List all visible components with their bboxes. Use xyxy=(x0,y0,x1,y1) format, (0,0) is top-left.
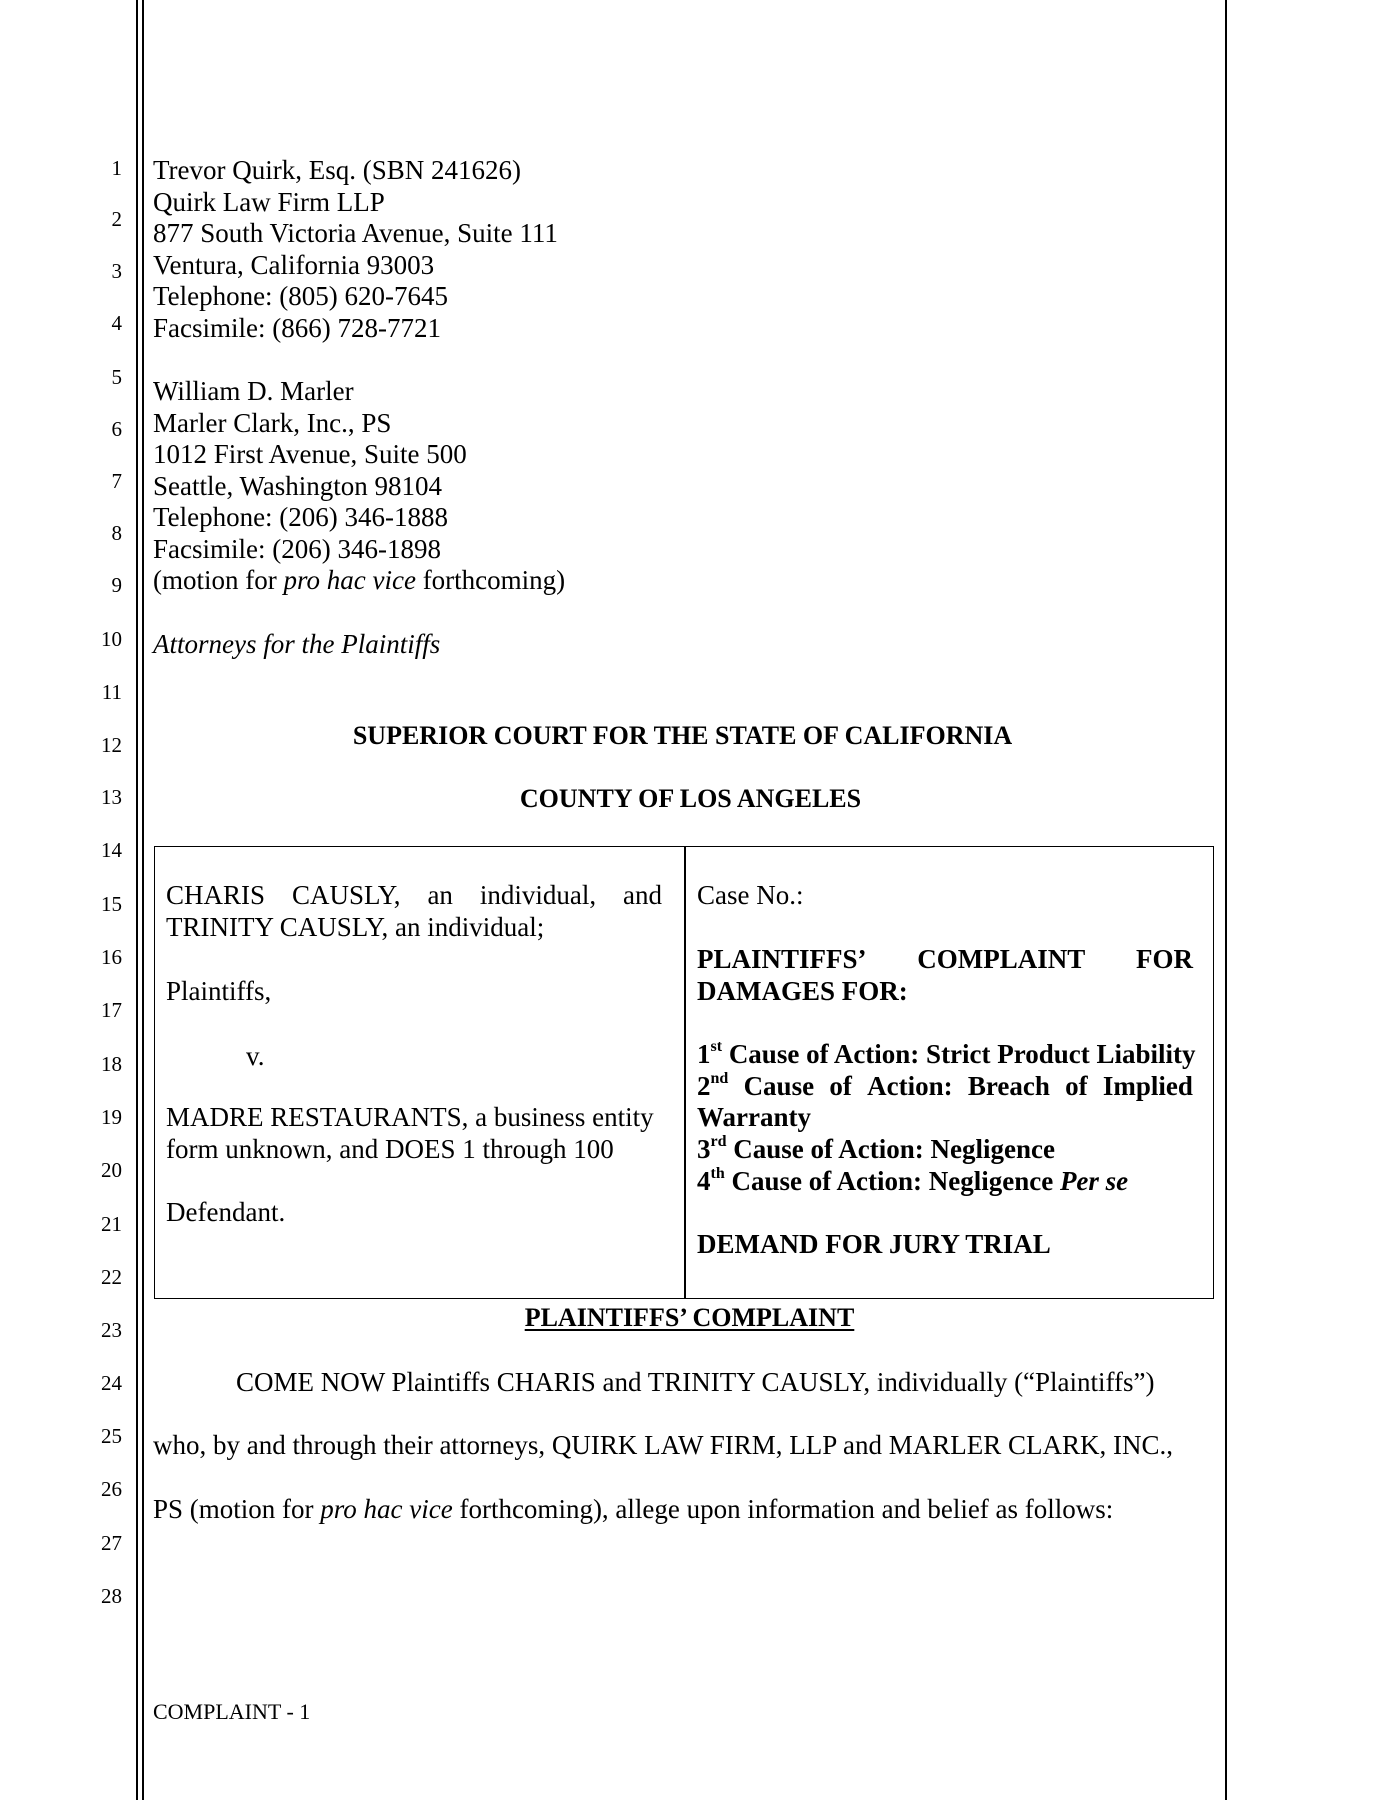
cause-word: Implied xyxy=(1102,1071,1193,1101)
line-number: 14 xyxy=(101,838,122,862)
attorney-city: Seattle, Washington 98104 xyxy=(153,471,443,501)
complaint-title-line1 xyxy=(697,943,1193,975)
attorney-firm: Quirk Law Firm LLP xyxy=(153,187,385,217)
plaintiffs-names-line1 xyxy=(166,879,662,911)
attorney-city: Ventura, California 93003 xyxy=(153,250,435,280)
versus-label: v. xyxy=(246,1041,265,1071)
line-number: 8 xyxy=(111,521,122,545)
cause-of-action-line xyxy=(697,1038,1196,1070)
cause-word: of xyxy=(829,1071,852,1101)
line-number: 26 xyxy=(101,1477,122,1501)
case-caption-divider xyxy=(684,846,686,1299)
case-number-label: Case No.: xyxy=(697,880,804,910)
line-number: 11 xyxy=(101,680,122,704)
attorney-street: 1012 First Avenue, Suite 500 xyxy=(153,439,467,469)
attorney-firm: Marler Clark, Inc., PS xyxy=(153,408,392,438)
line-number: 22 xyxy=(101,1265,122,1289)
cause-text: Cause of Action: Strict Product Liability xyxy=(722,1039,1196,1069)
cause-ordinal-suffix: nd xyxy=(710,1070,729,1087)
page-footer: COMPLAINT - 1 xyxy=(153,1699,311,1724)
line-number: 28 xyxy=(101,1584,122,1608)
line-number: 23 xyxy=(101,1318,122,1342)
plaintiffs-label: Plaintiffs, xyxy=(166,976,272,1006)
complaint-paragraph-line3: PS (motion for pro hac vice forthcoming), allege upon information and belief as follows: xyxy=(153,1494,1114,1524)
complaint-paragraph-line2: who, by and through their attorneys, QUIRK LAW FIRM, LLP and MARLER CLARK, INC., xyxy=(153,1430,1174,1460)
cause-word: Action: xyxy=(867,1071,953,1101)
cause-word: of xyxy=(1065,1071,1088,1101)
line-number: 25 xyxy=(101,1424,122,1448)
defendant-line1: MADRE RESTAURANTS, a business entity xyxy=(166,1102,654,1132)
line-number: 2 xyxy=(111,207,122,231)
caption-word: an xyxy=(427,880,453,910)
cause-word: Breach xyxy=(967,1071,1050,1101)
cause-text: Cause of Action: Negligence xyxy=(726,1134,1055,1164)
left-margin-rule-inner xyxy=(142,0,144,1800)
right-margin-rule xyxy=(1225,0,1227,1800)
attorney-name: William D. Marler xyxy=(153,376,354,406)
cause-ordinal: 4th xyxy=(697,1165,725,1196)
cause-of-action-line xyxy=(697,1165,1128,1197)
line-number: 24 xyxy=(101,1371,122,1395)
attorney-name: Trevor Quirk, Esq. (SBN 241626) xyxy=(153,155,522,185)
caption-word: CHARIS xyxy=(166,880,266,910)
line-number: 16 xyxy=(101,945,122,969)
jury-trial-demand: DEMAND FOR JURY TRIAL xyxy=(697,1229,1051,1259)
line-number: 13 xyxy=(101,785,122,809)
line-number: 20 xyxy=(101,1158,122,1182)
line-number: 6 xyxy=(111,417,122,441)
caption-word: FOR xyxy=(1135,944,1193,974)
attorney-telephone: Telephone: (805) 620-7645 xyxy=(153,281,449,311)
caption-word: and xyxy=(622,880,662,910)
left-margin-rule-outer xyxy=(136,0,138,1800)
complaint-heading: PLAINTIFFS’ COMPLAINT xyxy=(524,1303,855,1332)
cause-ordinal-suffix: th xyxy=(710,1165,725,1182)
line-number: 9 xyxy=(111,573,122,597)
complaint-title-line2: DAMAGES FOR: xyxy=(697,976,908,1006)
line-number: 10 xyxy=(101,627,122,651)
cause-ordinal: 1st xyxy=(697,1038,723,1069)
cause-ordinal: 2nd xyxy=(697,1070,729,1101)
attorney-facsimile: Facsimile: (866) 728-7721 xyxy=(153,313,441,343)
cause-italic-text: Per se xyxy=(1059,1166,1129,1196)
plaintiffs-names-line2: TRINITY CAUSLY, an individual; xyxy=(166,912,545,942)
line-number: 18 xyxy=(101,1052,122,1076)
defendant-line2: form unknown, and DOES 1 through 100 xyxy=(166,1134,614,1164)
cause-word: Cause xyxy=(743,1071,815,1101)
line-number: 17 xyxy=(101,998,122,1022)
caption-word: individual, xyxy=(479,880,597,910)
cause-text: Warranty xyxy=(697,1102,811,1132)
court-name: SUPERIOR COURT FOR THE STATE OF CALIFORNIA xyxy=(352,721,1013,750)
complaint-paragraph-line1: COME NOW Plaintiffs CHARIS and TRINITY CAUSLY, individually (“Plaintiffs”) xyxy=(236,1367,1155,1397)
attorney-facsimile: Facsimile: (206) 346-1898 xyxy=(153,534,441,564)
line-number: 27 xyxy=(101,1531,122,1555)
court-county: COUNTY OF LOS ANGELES xyxy=(519,784,862,813)
cause-of-action-line xyxy=(697,1133,1055,1165)
caption-word: COMPLAINT xyxy=(917,944,1086,974)
cause-ordinal-suffix: rd xyxy=(710,1133,727,1150)
cause-of-action-line xyxy=(697,1101,811,1133)
cause-ordinal: 3rd xyxy=(697,1133,727,1164)
line-number: 7 xyxy=(111,469,122,493)
pro-hac-vice-note: (motion for pro hac vice forthcoming) xyxy=(153,565,566,595)
line-number: 12 xyxy=(101,733,122,757)
defendant-label: Defendant. xyxy=(166,1197,286,1227)
attorney-street: 877 South Victoria Avenue, Suite 111 xyxy=(153,218,558,248)
caption-word: CAUSLY, xyxy=(291,880,401,910)
attorney-telephone: Telephone: (206) 346-1888 xyxy=(153,502,449,532)
line-number: 19 xyxy=(101,1105,122,1129)
caption-word: PLAINTIFFS’ xyxy=(697,944,867,974)
cause-of-action-line xyxy=(697,1070,1193,1102)
line-number: 1 xyxy=(111,156,122,180)
cause-text: Cause of Action: Negligence xyxy=(724,1166,1060,1196)
cause-ordinal-suffix: st xyxy=(710,1038,723,1055)
line-number: 21 xyxy=(101,1212,122,1236)
line-number: 4 xyxy=(111,311,122,335)
attorneys-for-label: Attorneys for the Plaintiffs xyxy=(153,629,441,659)
line-number: 5 xyxy=(111,365,122,389)
line-number: 3 xyxy=(111,259,122,283)
line-number: 15 xyxy=(101,892,122,916)
